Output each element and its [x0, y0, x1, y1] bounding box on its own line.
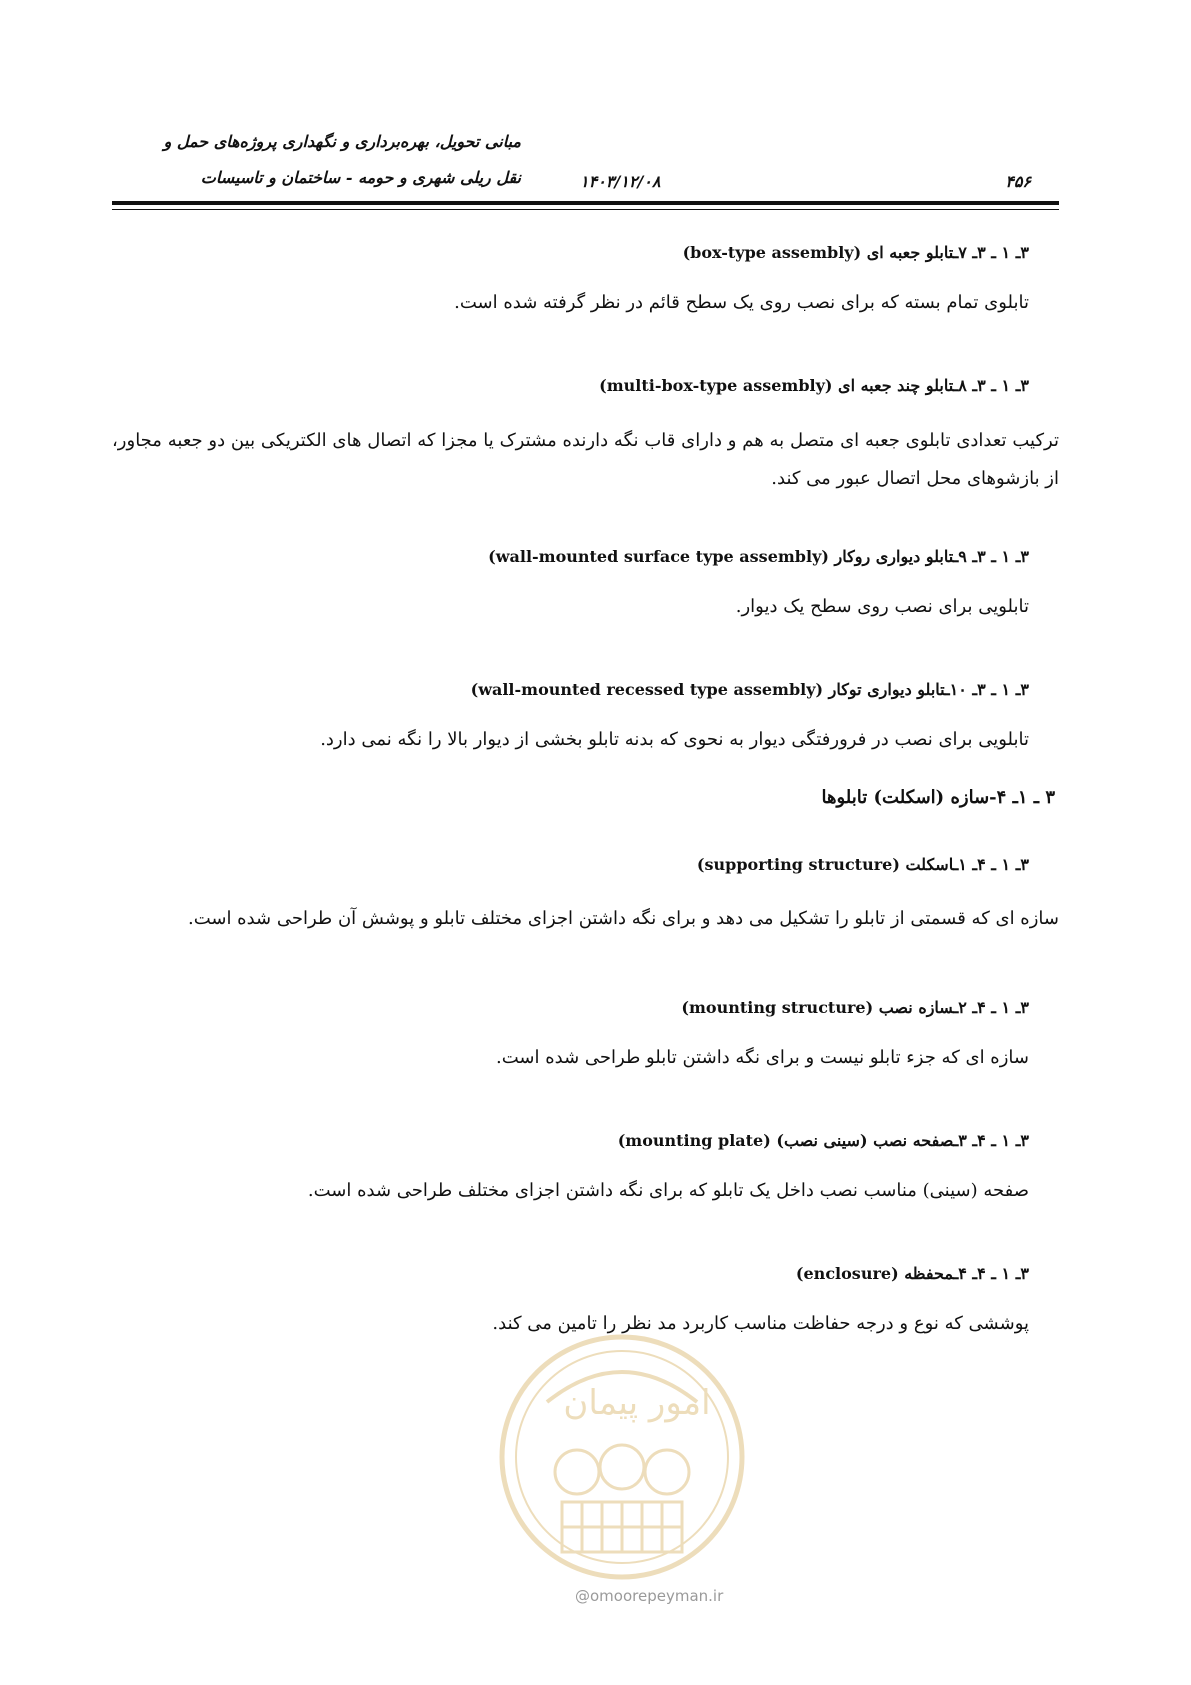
section-heading-multi-box: ۳ـ ۱ ـ ۳ـ ۸ـتابلو چند جعبه ای (multi-box-type assembly) [599, 376, 1029, 395]
section-heading-wall-surface: ۳ـ ۱ ـ ۳ـ ۹ـتابلو دیواری روکار (wall-mounted surface type assembly) [488, 547, 1029, 566]
header-date: ۱۴۰۳/۱۲/۰۸ [580, 172, 661, 191]
section-text-wall-recessed: تابلویی برای نصب در فرورفتگی دیوار به نحوی که بدنه تابلو بخشی از دیوار بالا را نگه نمی دارد. [320, 729, 1029, 750]
section-text-box-type: تابلوی تمام بسته که برای نصب روی یک سطح قائم در نظر گرفته شده است. [454, 292, 1029, 313]
section-heading-box-type: ۳ـ ۱ ـ ۳ـ ۷ـتابلو جعبه ای (box-type assembly) [682, 243, 1029, 262]
header-rule-thin [112, 209, 1059, 210]
header-rule-thick [112, 201, 1059, 205]
section-text-wall-surface: تابلویی برای نصب روی سطح یک دیوار. [735, 596, 1029, 617]
watermark-url: @omoorepeyman.ir [575, 1587, 724, 1605]
section-heading-supporting: ۳ـ ۱ ـ ۴ـ ۱ـاسکلت (supporting structure) [696, 855, 1029, 874]
major-heading-structure: ۳ ـ ۱ـ ۴-سازه (اسکلت) تابلوها [821, 787, 1055, 808]
section-heading-wall-recessed: ۳ـ ۱ ـ ۳ـ ۱۰ـتابلو دیواری توکار (wall-mounted recessed type assembly) [470, 680, 1029, 699]
section-heading-enclosure: ۳ـ ۱ ـ ۴ـ ۴ـمحفظه (enclosure) [795, 1264, 1029, 1283]
header-title-line1: مبانی تحویل، بهره‌برداری و نگهداری پروژه‌های حمل و [163, 132, 521, 151]
watermark-logo-text: امور پیمان [563, 1383, 711, 1423]
section-heading-mounting-plate: ۳ـ ۱ ـ ۴ـ ۳ـصفحه نصب (سینی نصب) (mounting plate) [617, 1131, 1029, 1150]
section-text-multi-box: ترکیب تعدادی تابلوی جعبه ای متصل به هم و دارای قاب نگه دارنده مشترک یا مجزا که اتصال های الکتریکی بین دو جعبه مجاور، از بازشوهای محل اتصال عبور می کند. [112, 430, 1059, 489]
section-text-mounting-plate: صفحه (سینی) مناسب نصب داخل یک تابلو که برای نگه داشتن اجزای مختلف طراحی شده است. [307, 1180, 1029, 1201]
header-title-line2: نقل ریلی شهری و حومه - ساختمان و تاسیسات [200, 168, 521, 187]
section-text-supporting: سازه ای که قسمتی از تابلو را تشکیل می دهد و برای نگه داشتن اجزای مختلف تابلو و پوشش آن طراحی شده است. [187, 908, 1059, 929]
watermark-logo [487, 1322, 757, 1592]
section-text-mounting-structure: سازه ای که جزء تابلو نیست و برای نگه داشتن تابلو طراحی شده است. [496, 1047, 1029, 1068]
section-text-enclosure: پوششی که نوع و درجه حفاظت مناسب کاربرد مد نظر را تامین می کند. [492, 1313, 1029, 1334]
page-number: ۴۵۶ [1005, 172, 1031, 191]
section-heading-mounting-structure: ۳ـ ۱ ـ ۴ـ ۲ـسازه نصب (mounting structure) [681, 998, 1029, 1017]
